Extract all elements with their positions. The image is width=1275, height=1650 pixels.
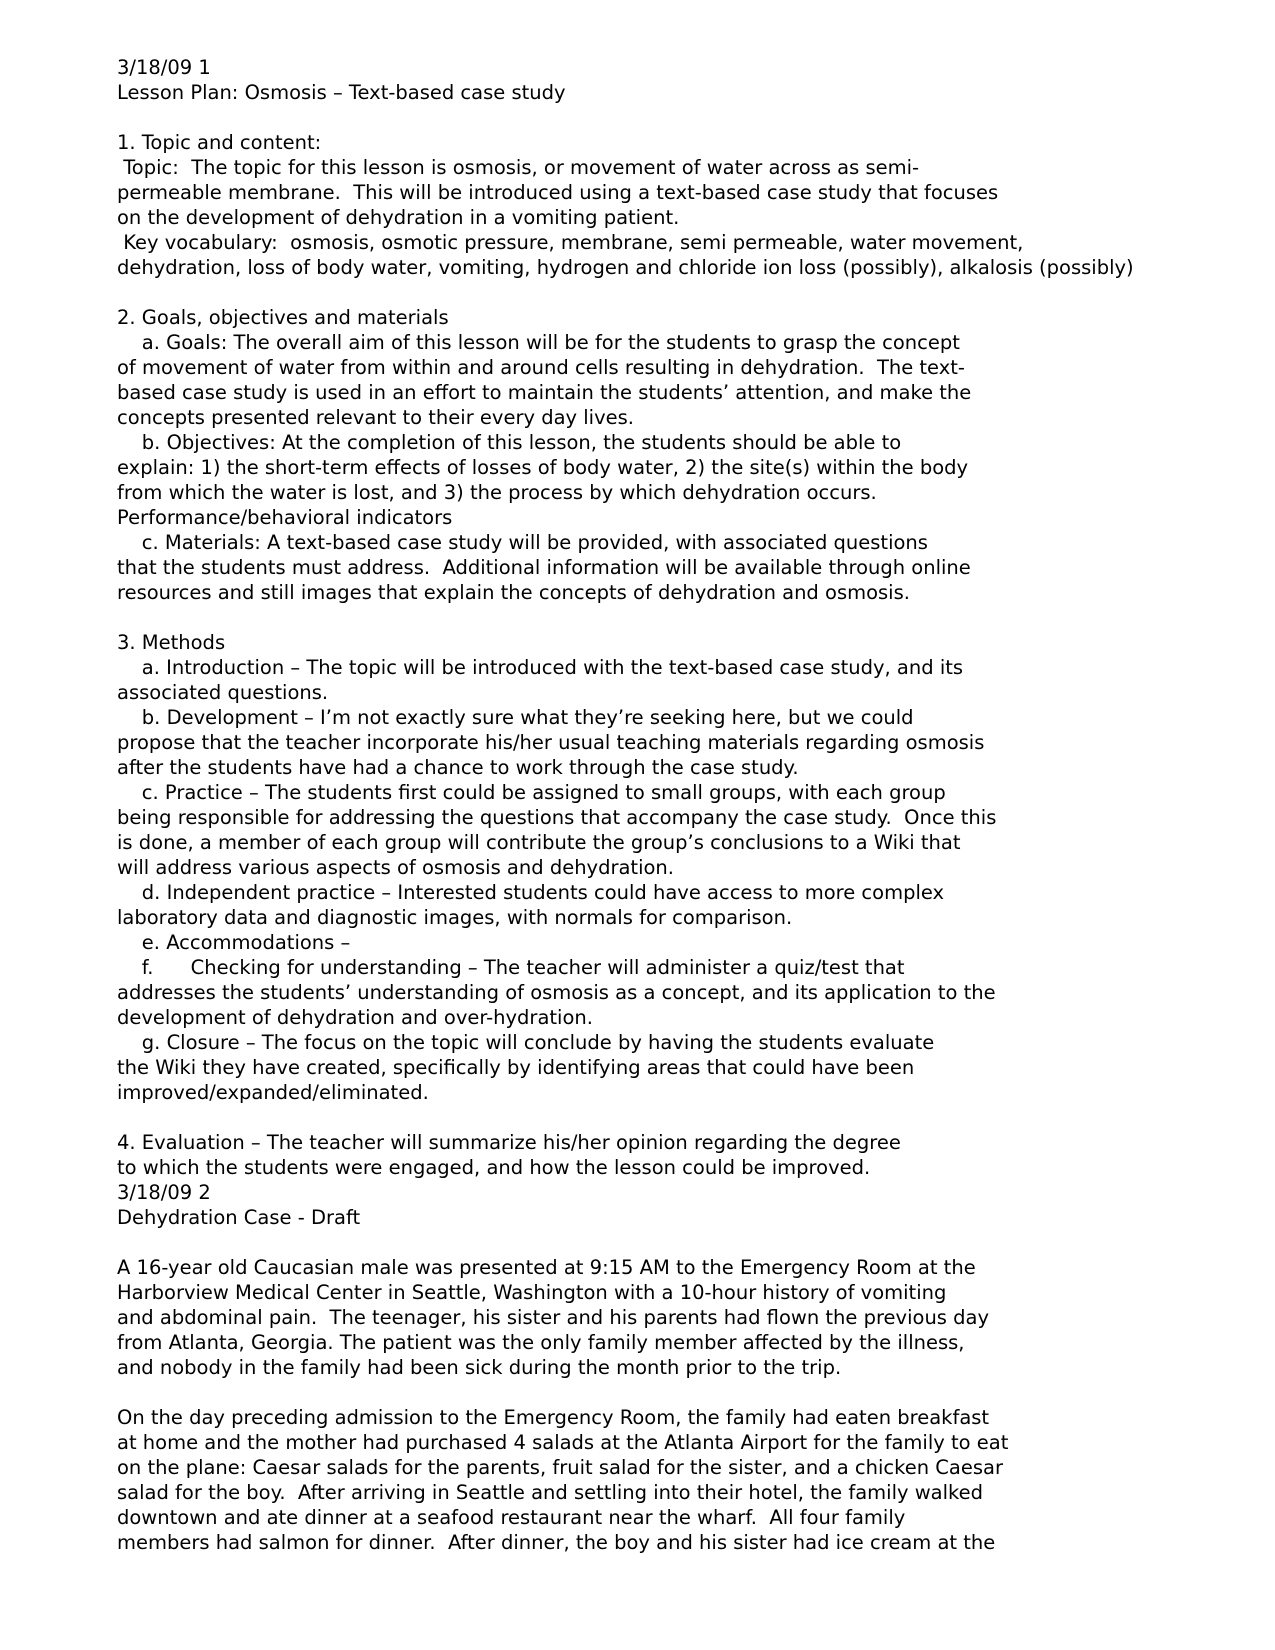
section-1-line: dehydration, loss of body water, vomiting, hydrogen and chloride ion loss (possibly), alkalosis (possibly) — [117, 256, 1134, 279]
section-3-line: associated questions. — [117, 681, 329, 704]
case-paragraph-2-line: On the day preceding admission to the Emergency Room, the family had eaten breakfast — [117, 1406, 990, 1429]
section-2-line: from which the water is lost, and 3) the process by which dehydration occurs. — [117, 481, 877, 504]
section-1-line: Key vocabulary: osmosis, osmotic pressure, membrane, semi permeable, water movement, — [117, 231, 1024, 254]
section-3-line: the Wiki they have created, specifically by identifying areas that could have been — [117, 1056, 915, 1079]
section-1-line: Topic: The topic for this lesson is osmosis, or movement of water across as semi- — [117, 156, 920, 179]
case-paragraph-1-line: A 16-year old Caucasian male was presented at 9:15 AM to the Emergency Room at the — [117, 1256, 976, 1279]
spacer — [117, 105, 1255, 130]
section-2-line: of movement of water from within and around cells resulting in dehydration. The text- — [117, 356, 965, 379]
page2-date-page: 3/18/09 2 — [117, 1181, 211, 1204]
section-4-line: 4. Evaluation – The teacher will summarize his/her opinion regarding the degree — [117, 1131, 901, 1154]
section-3-line: addresses the students’ understanding of osmosis as a concept, and its application to the — [117, 981, 996, 1004]
section-2-line: a. Goals: The overall aim of this lesson will be for the students to grasp the concept — [117, 331, 960, 354]
case-title: Dehydration Case - Draft — [117, 1206, 361, 1229]
case-paragraph-1-line: Harborview Medical Center in Seattle, Washington with a 10-hour history of vomiting — [117, 1281, 947, 1304]
section-3-line: f. Checking for understanding – The teacher will administer a quiz/test that — [117, 956, 905, 979]
section-1-line: permeable membrane. This will be introduced using a text-based case study that focuses — [117, 181, 999, 204]
section-2-line: Performance/behavioral indicators — [117, 506, 453, 529]
section-3-line: development of dehydration and over-hydration. — [117, 1006, 593, 1029]
case-paragraph-2-line: downtown and ate dinner at a seafood restaurant near the wharf. All four family — [117, 1506, 906, 1529]
case-paragraph-2-line: at home and the mother had purchased 4 salads at the Atlanta Airport for the family to eat — [117, 1431, 1009, 1454]
case-paragraph-1-line: and abdominal pain. The teenager, his sister and his parents had flown the previous day — [117, 1306, 990, 1329]
case-paragraph-2-line: members had salmon for dinner. After dinner, the boy and his sister had ice cream at the — [117, 1531, 996, 1554]
section-2-line: based case study is used in an effort to maintain the students’ attention, and make the — [117, 381, 972, 404]
case-paragraph-1-line: from Atlanta, Georgia. The patient was the only family member affected by the illness, — [117, 1331, 965, 1354]
section-2-line: concepts presented relevant to their every day lives. — [117, 406, 634, 429]
section-2-line: explain: 1) the short-term effects of losses of body water, 2) the site(s) within the body — [117, 456, 969, 479]
case-paragraph-1-line: and nobody in the family had been sick during the month prior to the trip. — [117, 1356, 842, 1379]
section-2-line: that the students must address. Additional information will be available through online — [117, 556, 971, 579]
case-paragraph-2-line: on the plane: Caesar salads for the parents, fruit salad for the sister, and a chicken Caesar — [117, 1456, 1003, 1479]
section-3-line: g. Closure – The focus on the topic will conclude by having the students evaluate — [117, 1031, 935, 1054]
section-3-line: is done, a member of each group will contribute the group’s conclusions to a Wiki that — [117, 831, 961, 854]
section-3-heading: 3. Methods — [117, 631, 226, 654]
section-2-line: resources and still images that explain the concepts of dehydration and osmosis. — [117, 581, 910, 604]
spacer — [117, 1105, 1255, 1130]
section-3-line: propose that the teacher incorporate his/her usual teaching materials regarding osmosis — [117, 731, 985, 754]
section-3-line: d. Independent practice – Interested students could have access to more complex — [117, 881, 945, 904]
section-3-line: e. Accommodations – — [117, 931, 351, 954]
spacer — [117, 280, 1255, 305]
section-3-line: laboratory data and diagnostic images, with normals for comparison. — [117, 906, 793, 929]
section-3-line: a. Introduction – The topic will be introduced with the text-based case study, and its — [117, 656, 964, 679]
spacer — [117, 605, 1255, 630]
section-3-line: being responsible for addressing the questions that accompany the case study. Once this — [117, 806, 997, 829]
section-2-line: c. Materials: A text-based case study will be provided, with associated questions — [117, 531, 928, 554]
spacer — [117, 1380, 1255, 1405]
section-4-line: to which the students were engaged, and how the lesson could be improved. — [117, 1156, 871, 1179]
section-2-line: b. Objectives: At the completion of this lesson, the students should be able to — [117, 431, 902, 454]
lesson-plan-title: Lesson Plan: Osmosis – Text-based case study — [117, 81, 566, 104]
header-date-page: 3/18/09 1 — [117, 56, 211, 79]
section-3-line: b. Development – I’m not exactly sure what they’re seeking here, but we could — [117, 706, 914, 729]
section-1-line: on the development of dehydration in a vomiting patient. — [117, 206, 680, 229]
section-3-line: c. Practice – The students first could be assigned to small groups, with each group — [117, 781, 946, 804]
section-2-heading: 2. Goals, objectives and materials — [117, 306, 449, 329]
section-1-heading: 1. Topic and content: — [117, 131, 322, 154]
section-3-line: will address various aspects of osmosis and dehydration. — [117, 856, 674, 879]
section-3-line: improved/expanded/eliminated. — [117, 1081, 429, 1104]
spacer — [117, 1230, 1255, 1255]
case-paragraph-2-line: salad for the boy. After arriving in Seattle and settling into their hotel, the family walked — [117, 1481, 984, 1504]
section-3-line: after the students have had a chance to work through the case study. — [117, 756, 799, 779]
